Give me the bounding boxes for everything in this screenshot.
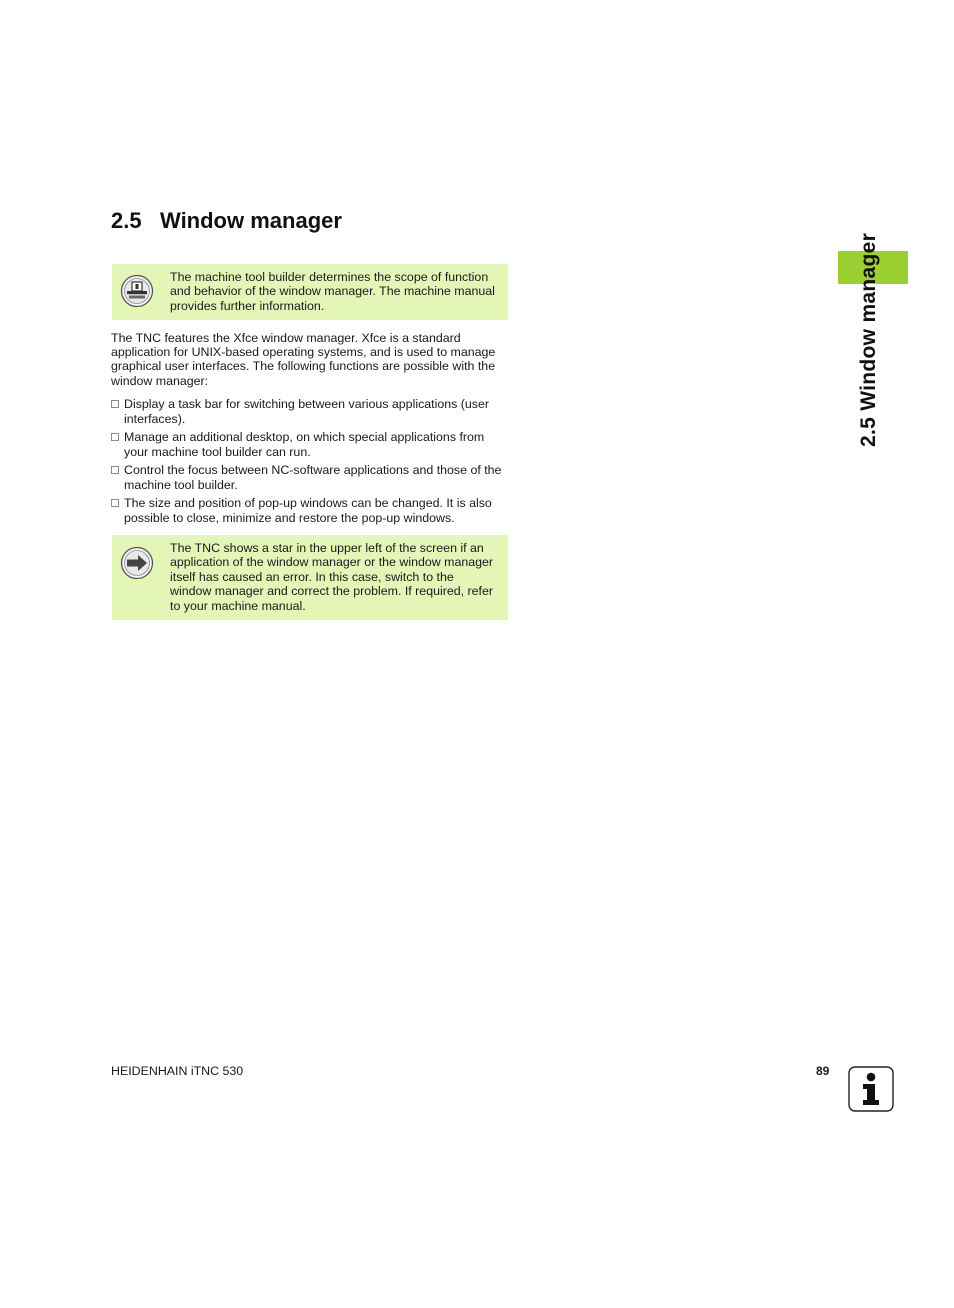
bullet-square-icon [111, 400, 119, 408]
footer-product: HEIDENHAIN iTNC 530 [111, 1064, 244, 1078]
list-item: Display a task bar for switching between various applications (user interfaces). [111, 397, 509, 427]
machine-builder-icon [120, 274, 154, 308]
bullet-square-icon [111, 499, 119, 507]
bullet-square-icon [111, 433, 119, 441]
page-number: 89 [816, 1064, 830, 1078]
tip-note-text: The TNC shows a star in the upper left of the screen if an application of the window manager or the window manager itself has caused an error. In this case, switch to the window manager and correct the problem. If required, refer to your machine manual. [170, 541, 494, 613]
section-title: Window manager [160, 208, 342, 233]
arrow-right-icon [120, 546, 154, 580]
list-item: Control the focus between NC-software applications and those of the machine tool builder. [111, 463, 509, 493]
info-icon [848, 1066, 894, 1112]
machine-note-text: The machine tool builder determines the scope of function and behavior of the window manager. The machine manual provides further information. [170, 270, 495, 313]
bullet-square-icon [111, 466, 119, 474]
side-running-title: 2.5 Window manager [857, 232, 880, 447]
section-heading [111, 208, 342, 234]
list-item: Manage an additional desktop, on which special applications from your machine tool builder can run. [111, 430, 509, 460]
function-list [111, 397, 509, 529]
section-number: 2.5 [111, 208, 142, 233]
list-item: The size and position of pop-up windows can be changed. It is also possible to close, minimize and restore the pop-up windows. [111, 496, 509, 526]
machine-note-box [112, 264, 508, 320]
intro-paragraph: The TNC features the Xfce window manager. Xfce is a standard application for UNIX-based operating systems, and is used to manage graphical user interfaces. The following functions are possible with the window manager: [111, 331, 496, 388]
tip-note-box [112, 535, 508, 620]
